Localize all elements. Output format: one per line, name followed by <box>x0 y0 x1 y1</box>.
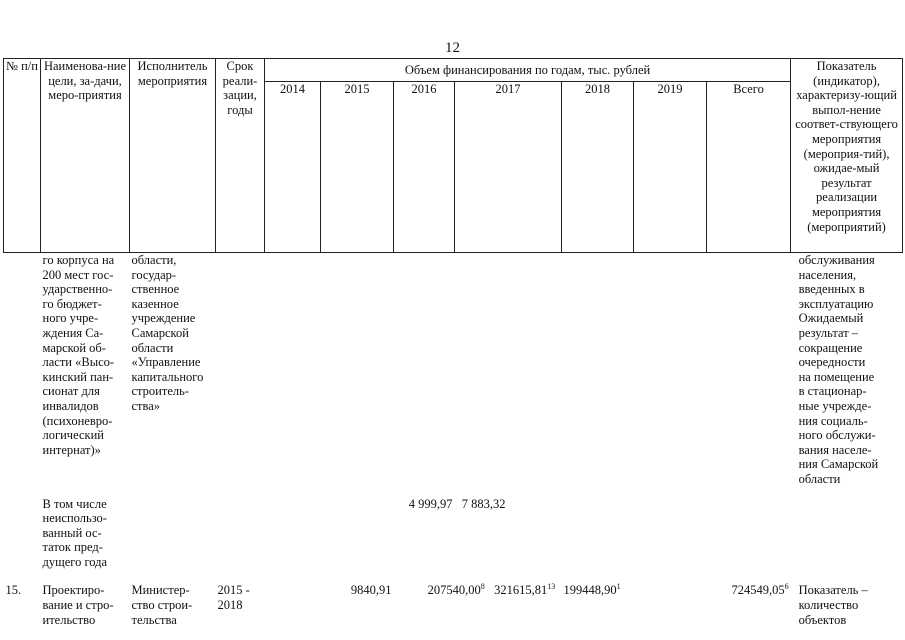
header-year-2014: 2014 <box>265 82 321 253</box>
header-period: Срок реали-зации, годы <box>216 59 265 253</box>
text-line: дущего года <box>42 554 108 569</box>
text-line: логический <box>42 428 104 443</box>
text-line: количество <box>798 598 859 613</box>
sub-2016: 4 999,97 <box>408 496 453 511</box>
text-line: го бюджет- <box>42 296 102 311</box>
text-line: В том числе <box>42 496 107 511</box>
financing-table <box>3 58 903 627</box>
row15-number: 15. <box>5 583 22 598</box>
text-line: объектов <box>798 612 847 627</box>
text-line: «Управление <box>131 355 201 370</box>
row15-executor <box>130 583 216 627</box>
text-line: кинский пан- <box>42 369 114 384</box>
text-line: го корпуса на <box>42 253 115 267</box>
text-line: ния Самарской <box>798 457 879 472</box>
text-line: области <box>798 471 841 486</box>
header-number: № п/п <box>4 59 41 253</box>
row15-2016-2017 <box>394 583 562 627</box>
text-line: ные учрежде- <box>798 398 872 413</box>
row15-name <box>41 583 130 627</box>
text-line: неиспользо- <box>42 511 107 526</box>
text-line: казенное <box>131 296 179 311</box>
table-row-subtotal <box>4 497 903 570</box>
row15-period <box>216 583 265 627</box>
header-year-2019: 2019 <box>634 82 707 253</box>
header-total: Всего <box>707 82 791 253</box>
row15-total: 724549,05$^6$ <box>731 582 789 598</box>
header-indicator: Показатель (индикатор), характеризу-ющий выпол-нение соответ-ствующего мероприятия (мероприя-тий), ожидае-мый результат реализации мероприятия (мероприятий) <box>791 59 903 253</box>
text-line: области, <box>131 253 177 267</box>
text-line: Самарской <box>131 325 189 340</box>
text-line: обслуживания <box>798 253 875 267</box>
text-line: (психоневро- <box>42 413 113 428</box>
text-line: ванный ос- <box>42 525 102 540</box>
cont-indicator <box>791 253 903 487</box>
header-year-2018: 2018 <box>562 82 634 253</box>
text-line: населения, <box>798 267 857 282</box>
page-number: 12 <box>445 40 460 56</box>
header-year-2017: 2017 <box>455 82 562 253</box>
sub-name <box>41 497 130 570</box>
text-line: учреждение <box>131 311 196 326</box>
text-line: вания населе- <box>798 442 872 457</box>
header-funding: Объем финансирования по годам, тыс. рублей <box>265 59 791 82</box>
header-year-2015: 2015 <box>321 82 394 253</box>
header-name: Наименова-ние цели, за-дачи, меро-приятия <box>41 59 130 253</box>
text-line: марской об- <box>42 340 106 355</box>
header-year-2016: 2016 <box>394 82 455 253</box>
row15-indicator <box>791 583 903 627</box>
text-line: ственное <box>131 282 180 297</box>
text-line: области <box>131 340 174 355</box>
text-line: ждения Са- <box>42 325 104 340</box>
text-line: сионат для <box>42 384 100 399</box>
text-line: 200 мест гос- <box>42 267 114 282</box>
text-line: ного обслужи- <box>798 428 876 443</box>
text-line: вание и стро- <box>42 598 114 613</box>
text-line: ласти «Высо- <box>42 355 115 370</box>
table-header <box>4 59 903 253</box>
text-line: инвалидов <box>42 398 99 413</box>
cont-executor <box>130 253 216 487</box>
header-executor: Исполнитель мероприятия <box>130 59 216 253</box>
cont-name <box>41 253 130 487</box>
row15-2017: 321615,81$^{13}$ <box>494 582 556 598</box>
text-line: Проектиро- <box>42 583 105 598</box>
row15-2018: 199448,90$^1$ <box>563 582 621 598</box>
text-line: ния социаль- <box>798 413 868 428</box>
text-line: ства» <box>131 398 161 413</box>
text-line: введенных в <box>798 282 865 297</box>
text-line: сокращение <box>798 340 863 355</box>
text-line: Министер- <box>131 583 190 598</box>
text-line: капитального <box>131 369 204 384</box>
text-line: интернат)» <box>42 442 101 457</box>
table-row-15 <box>4 583 903 627</box>
text-line: в стационар- <box>798 384 867 399</box>
text-line: ударственно- <box>42 282 113 297</box>
text-line: 2015 - <box>217 583 250 598</box>
text-line: очередности <box>798 355 866 370</box>
row15-2016: 207540,00$^8$ <box>427 582 485 598</box>
table-row-continuation <box>4 253 903 487</box>
row15-2015: 9840,91 <box>350 583 392 598</box>
text-line: ного учре- <box>42 311 99 326</box>
text-line: строитель- <box>131 384 189 399</box>
text-line: результат – <box>798 325 859 340</box>
sub-2017: 7 883,32 <box>461 496 506 511</box>
text-line: тельства <box>131 612 177 627</box>
text-line: ительство <box>42 612 96 627</box>
text-line: 2018 <box>217 598 243 613</box>
text-line: Показатель – <box>798 583 868 598</box>
text-line: государ- <box>131 267 177 282</box>
text-line: ство строи- <box>131 598 193 613</box>
text-line: таток пред- <box>42 540 103 555</box>
text-line: эксплуатацию <box>798 296 874 311</box>
text-line: на помещение <box>798 369 875 384</box>
text-line: Ожидаемый <box>798 311 864 326</box>
